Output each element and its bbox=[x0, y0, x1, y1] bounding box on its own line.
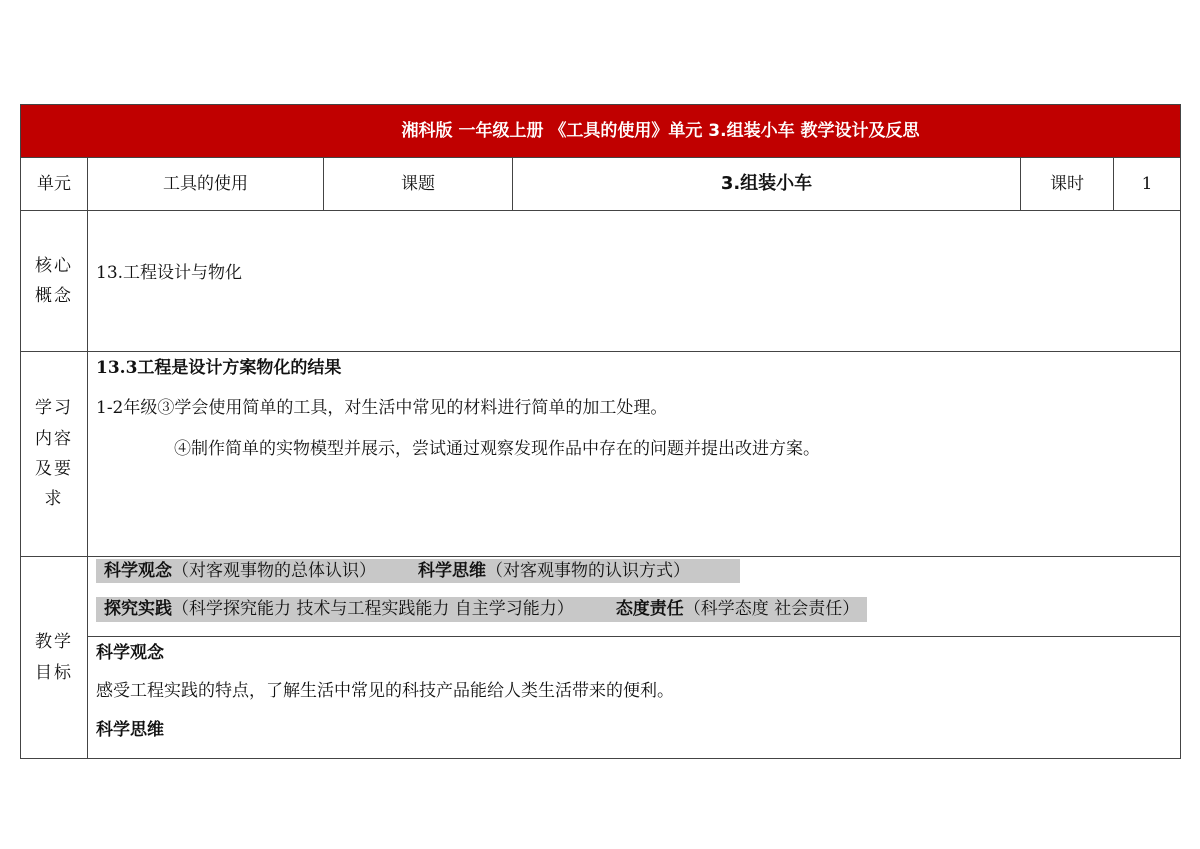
goals-summary bbox=[88, 557, 1180, 637]
topic-label: 课题 bbox=[324, 158, 513, 211]
summary1-term2: 科学思维 bbox=[418, 561, 486, 581]
learning-heading: 13.3工程是设计方案物化的结果 bbox=[96, 358, 342, 378]
goals-label bbox=[21, 557, 88, 759]
unit-value: 工具的使用 bbox=[88, 158, 324, 211]
goals-section2-title: 科学思维 bbox=[96, 719, 164, 740]
unit-label: 单元 bbox=[21, 158, 88, 211]
learning-content bbox=[88, 352, 1181, 557]
core-concept-label-line1: 核心 bbox=[35, 255, 73, 276]
learning-label-line3: 及要 bbox=[35, 459, 73, 479]
info-row bbox=[21, 158, 1181, 211]
core-concept-label bbox=[21, 211, 88, 352]
core-concept-label-line2: 概念 bbox=[35, 286, 73, 306]
topic-value: 3.组装小车 bbox=[513, 158, 1021, 211]
period-label: 课时 bbox=[1021, 158, 1114, 211]
learning-label-line4: 求 bbox=[44, 489, 64, 510]
learning-line2: ④制作简单的实物模型并展示，尝试通过观察发现作品中存在的问题并提出改进方案。 bbox=[174, 438, 820, 459]
goals-details bbox=[88, 637, 1180, 740]
summary2-desc1: （科学探究能力 技术与工程实践能力 自主学习能力） bbox=[172, 599, 574, 620]
core-concept-content bbox=[88, 211, 1181, 352]
learning-label bbox=[21, 352, 88, 557]
goals-row bbox=[21, 557, 1181, 759]
goals-label-line1: 教学 bbox=[35, 632, 73, 653]
learning-label-line2: 内容 bbox=[35, 428, 73, 449]
summary1-term1: 科学观念 bbox=[104, 561, 172, 581]
summary1-desc1: （对客观事物的总体认识） bbox=[172, 561, 376, 581]
goals-summary-line1 bbox=[96, 559, 740, 583]
summary2-term2: 态度责任 bbox=[615, 599, 684, 620]
summary2-desc2: （科学态度 社会责任） bbox=[683, 599, 860, 620]
core-concept-row bbox=[21, 211, 1181, 352]
learning-row bbox=[21, 352, 1181, 557]
learning-line1: 1-2年级③学会使用简单的工具，对生活中常见的材料进行简单的加工处理。 bbox=[96, 398, 668, 419]
goals-content bbox=[88, 557, 1181, 759]
summary1-desc2: （对客观事物的认识方式） bbox=[486, 561, 690, 581]
lesson-plan-table bbox=[20, 104, 1181, 759]
goals-label-line2: 目标 bbox=[35, 662, 73, 683]
summary2-term1: 探究实践 bbox=[104, 599, 172, 620]
goals-summary-line2 bbox=[96, 597, 867, 621]
goals-section1-title: 科学观念 bbox=[96, 643, 164, 663]
lesson-plan-page bbox=[20, 104, 1180, 749]
period-value: 1 bbox=[1114, 158, 1181, 211]
document-title: 湘科版 一年级上册 《工具的使用》单元 3.组装小车 教学设计及反思 bbox=[21, 105, 1181, 158]
goals-section1-text: 感受工程实践的特点，了解生活中常见的科技产品能给人类生活带来的便利。 bbox=[96, 681, 674, 702]
core-concept-text: 13.工程设计与物化 bbox=[96, 262, 243, 283]
learning-label-line1: 学习 bbox=[35, 398, 73, 419]
